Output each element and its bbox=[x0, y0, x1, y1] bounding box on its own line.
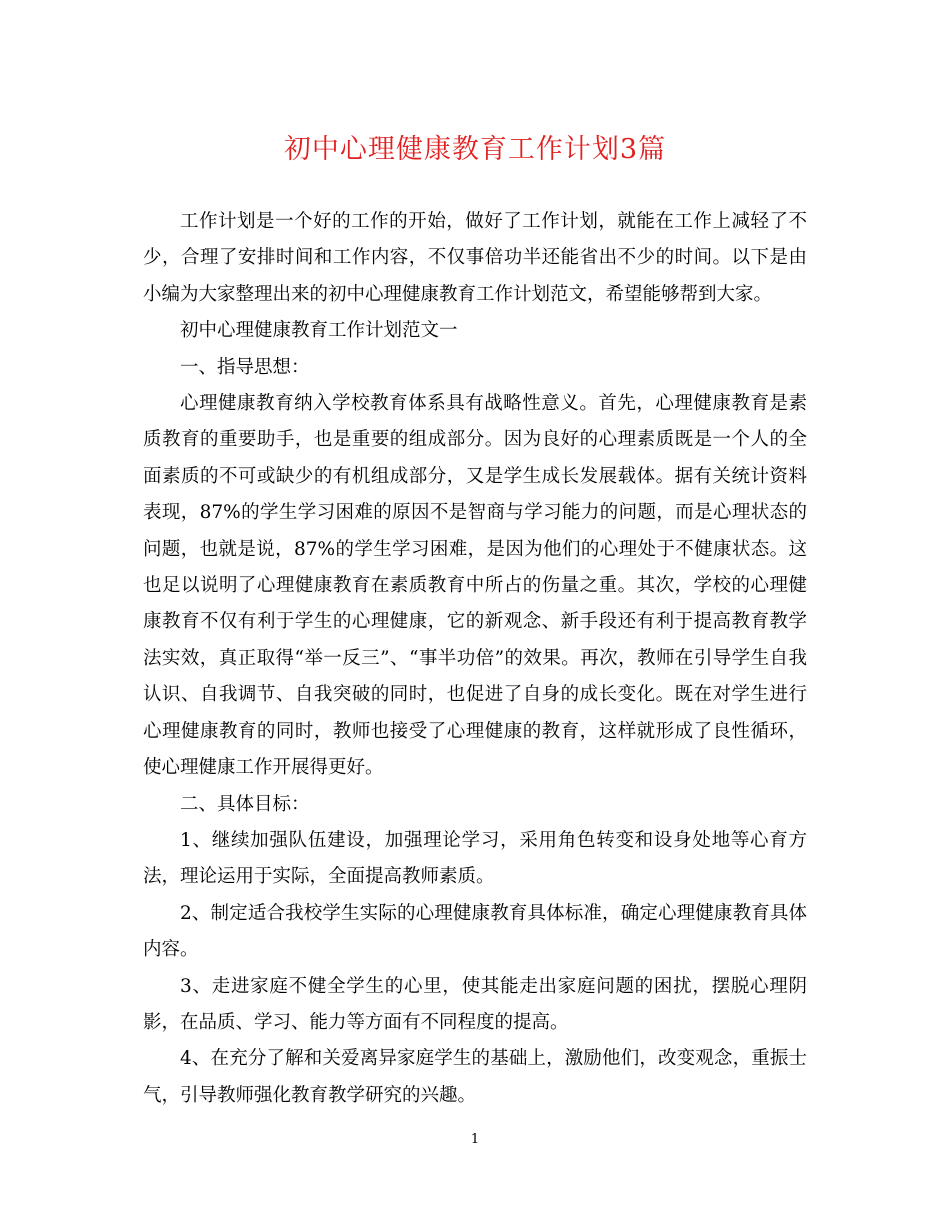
section-heading-specific-goals: 二、具体目标： bbox=[180, 793, 310, 815]
intro-paragraph: 工作计划是一个好的工作的开始，做好了工作计划，就能在工作上减轻了不少，合理了安排时间和工作内容，不仅事倍功半还能省出不少的时间。以下是由小编为大家整理出来的初中心理健康教育工作计划范文，希望能够帮到大家。 bbox=[143, 211, 807, 305]
guiding-thought-paragraph: 心理健康教育纳入学校教育体系具有战略性意义。首先，心理健康教育是素质教育的重要助手，也是重要的组成部分。因为良好的心理素质既是一个人的全面素质的不可或缺少的有机组成部分，又是学生成长发展载体。据有关统计资料表现，87%的学生学习困难的原因不是智商与学习能力的问题，而是心理状态的问题，也就是说，87%的学生学习困难，是因为他们的心理处于不健康状态。这也足以说明了心理健康教育在素质教育中所占的伤量之重。其次，学校的心理健康教育不仅有利于学生的心理健康，它的新观念、新手段还有利于提高教育教学法实效，真正取得“举一反三”、“事半功倍”的效果。再次，教师在引导学生自我认识、自我调节、自我突破的同时，也促进了自身的成长变化。既在对学生进行心理健康教育的同时，教师也接受了心理健康的教育，这样就形成了良性循环，使心理健康工作开展得更好。 bbox=[143, 393, 807, 779]
document-title: 初中心理健康教育工作计划3篇 bbox=[283, 134, 667, 165]
goal-item-4: 4、在充分了解和关爱离异家庭学生的基础上，激励他们，改变观念，重振士气，引导教师强化教育教学研究的兴趣。 bbox=[143, 1048, 807, 1106]
goal-item-2: 2、制定适合我校学生实际的心理健康教育具体标准，确定心理健康教育具体内容。 bbox=[143, 902, 807, 961]
goal-item-3: 3、走进家庭不健全学生的心里，使其能走出家庭问题的困扰，摆脱心理阴影，在品质、学习、能力等方面有不同程度的提高。 bbox=[143, 975, 807, 1033]
goal-item-1: 1、继续加强队伍建设，加强理论学习，采用角色转变和设身处地等心育方法，理论运用于实际，全面提高教师素质。 bbox=[143, 829, 807, 888]
section-heading-guiding-thought: 一、指导思想： bbox=[180, 356, 310, 378]
page-number: 1 bbox=[470, 1132, 480, 1147]
document-body bbox=[143, 204, 807, 1114]
section-heading-sample-one: 初中心理健康教育工作计划范文一 bbox=[180, 320, 458, 342]
